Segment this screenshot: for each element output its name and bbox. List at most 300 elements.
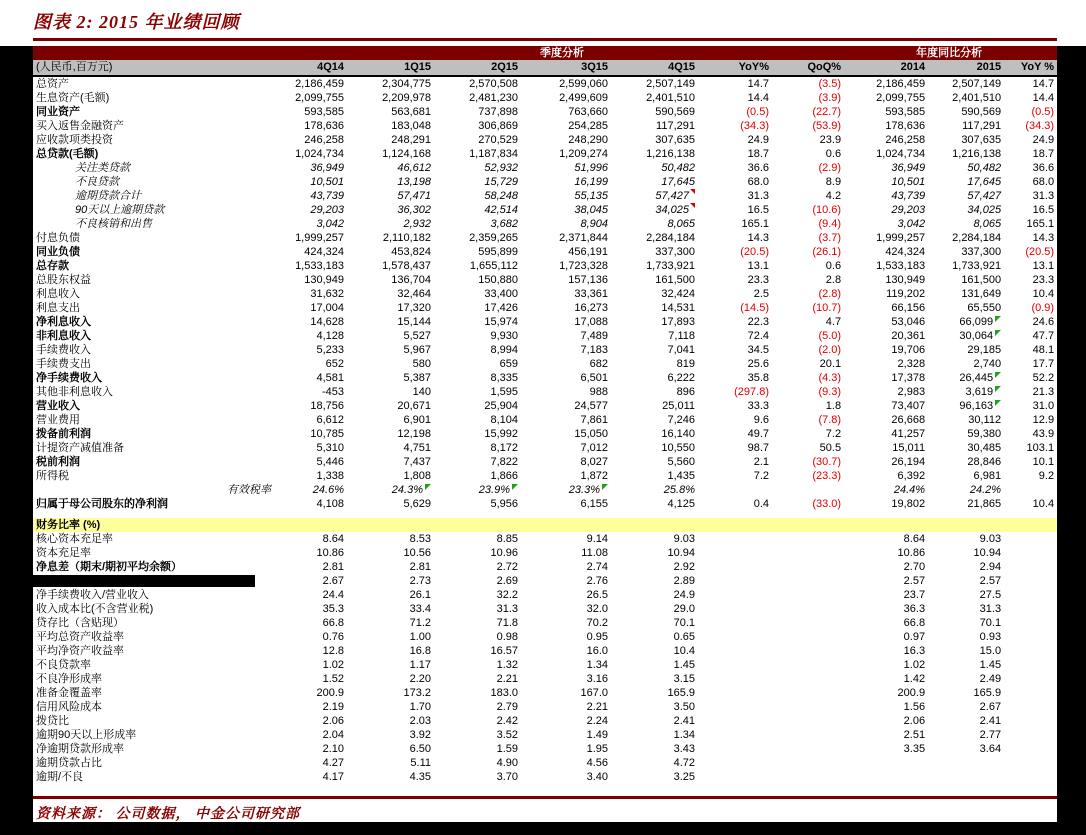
cell: 119,202: [886, 287, 926, 300]
cell: [1004, 770, 1057, 784]
cell: 8,065: [667, 217, 695, 230]
cell: 136,704: [391, 273, 431, 286]
cell: 43,739: [310, 189, 344, 202]
cell: 8,994: [490, 343, 518, 356]
table-row: [33, 413, 1057, 427]
cell: 6,501: [580, 371, 608, 384]
cell: 896: [676, 385, 695, 398]
page-margin-bottom: [0, 822, 1086, 835]
cell: 1,124,168: [382, 147, 431, 160]
cell: 1.95: [586, 742, 608, 755]
cell: 2.10: [322, 742, 344, 755]
group-header-quarterly: 季度分析: [283, 46, 844, 60]
cell: 34.5: [747, 343, 769, 356]
cell: 10.94: [667, 546, 695, 559]
cell: 3,042: [897, 217, 926, 230]
column-header: 4Q15: [611, 60, 698, 76]
row-label: 有效税率: [227, 483, 271, 496]
cell: 337,300: [961, 245, 1002, 258]
cell: [772, 658, 844, 672]
row-label: 拨备前利润: [36, 427, 91, 440]
cell: [928, 756, 1004, 770]
row-label: 计提资产减值准备: [36, 441, 124, 454]
cell: 18.7: [747, 147, 769, 160]
cell: 3,682: [490, 217, 518, 230]
cell: 24.9: [673, 588, 695, 601]
cell: 10.4: [1032, 497, 1055, 510]
row-label: 买入返售金融资产: [36, 119, 124, 132]
cell: 58,248: [484, 189, 518, 202]
cell: 7,861: [580, 413, 608, 426]
row-label: 不良贷款率: [36, 658, 91, 671]
row-label: 同业资产: [36, 105, 80, 118]
cell: (7.8): [818, 413, 842, 426]
cell: 23.3%: [521, 483, 611, 497]
cell: 20,361: [891, 329, 926, 342]
table-row: [33, 175, 1057, 189]
cell: (0.5): [1031, 105, 1055, 118]
cell: 57,427: [967, 189, 1002, 202]
cell: 26.5: [586, 588, 608, 601]
table-row: [33, 76, 1057, 91]
cell: 19,802: [891, 497, 926, 510]
cell: 157,136: [568, 273, 608, 286]
cell: 7.2: [825, 427, 842, 440]
cell: 2,499,609: [559, 91, 608, 104]
green-flag-icon: [425, 484, 431, 490]
cell: 2.04: [322, 728, 344, 741]
row-label: 不良核销和出售: [75, 217, 152, 230]
group-header-row: [33, 46, 1057, 60]
cell: 33.3: [747, 399, 769, 412]
cell: 50,482: [661, 161, 695, 174]
cell: [1004, 616, 1057, 630]
cell: 2,209,978: [382, 91, 431, 104]
row-label: 逾期贷款占比: [36, 756, 102, 769]
cell: 140: [412, 385, 431, 398]
column-header-row: [33, 60, 1057, 76]
table-row: [33, 497, 1057, 511]
cell: 4.2: [825, 189, 842, 202]
cell: 53,046: [891, 315, 926, 328]
cell: [1004, 728, 1057, 742]
cell: 2.1: [753, 455, 769, 468]
chart-title: 图表 2: 2015 年业绩回顾: [33, 12, 240, 32]
cell: 26,445: [928, 371, 1004, 385]
cell: 1,723,328: [559, 259, 608, 272]
row-label: 不良净形成率: [36, 672, 102, 685]
table-row: [33, 686, 1057, 700]
cell: 47.7: [1032, 329, 1055, 342]
cell: 29,203: [891, 203, 926, 216]
green-flag-icon: [512, 484, 518, 490]
cell: 12,198: [397, 427, 431, 440]
cell: 4,108: [316, 497, 344, 510]
cell: 14,531: [661, 301, 695, 314]
cell: [1004, 588, 1057, 602]
row-label: 关注类贷款: [75, 161, 130, 174]
cell: 3.35: [903, 742, 926, 755]
cell: [698, 483, 772, 497]
row-label: 其他非利息收入: [36, 385, 113, 398]
table-row: [33, 672, 1057, 686]
cell: 7,012: [580, 441, 608, 454]
cell: 2.72: [496, 560, 518, 573]
cell: 6,222: [667, 371, 695, 384]
cell: 2,401,510: [952, 91, 1002, 104]
cell: 4,125: [667, 497, 695, 510]
table-row: [33, 574, 1057, 588]
cell: 2.8: [825, 273, 842, 286]
row-label: 营业收入: [36, 399, 80, 412]
cell: 22.3: [747, 315, 769, 328]
cell: 4.56: [586, 756, 608, 769]
cell: 2,304,775: [382, 77, 431, 90]
cell: 52,932: [484, 161, 518, 174]
cell: 72.4: [747, 329, 769, 342]
cell: 7,489: [580, 329, 608, 342]
cell: 178,636: [304, 119, 344, 132]
cell: [698, 546, 772, 560]
cell: 10.1: [1032, 455, 1055, 468]
cell: 31.3: [979, 602, 1002, 615]
cell: [698, 714, 772, 728]
cell: [698, 700, 772, 714]
cell: 24.6%: [312, 483, 344, 496]
cell: 5,527: [403, 329, 431, 342]
cell: 150,880: [478, 273, 518, 286]
table-row: [33, 385, 1057, 399]
cell: 68.0: [1032, 175, 1055, 188]
cell: [698, 532, 772, 546]
page-margin-right: [1057, 46, 1086, 835]
cell: [772, 588, 844, 602]
cell: [772, 728, 844, 742]
cell: 17,378: [891, 371, 926, 384]
cell: [772, 644, 844, 658]
cell: 23.9%: [434, 483, 521, 497]
cell: [1004, 672, 1057, 686]
cell: 183.0: [490, 686, 518, 699]
cell: (53.9): [812, 119, 842, 132]
cell: 165.9: [973, 686, 1002, 699]
cell: (34.3): [740, 119, 769, 132]
cell: 70.1: [979, 616, 1002, 629]
cell: 5,560: [667, 455, 695, 468]
cell: 1.56: [903, 700, 926, 713]
cell: [698, 686, 772, 700]
cell: 55,135: [574, 189, 608, 202]
cell: 1,209,274: [559, 147, 608, 160]
cell: 68.0: [747, 175, 769, 188]
cell: 16.5: [1032, 203, 1055, 216]
cell: 57,471: [397, 189, 431, 202]
row-label: 90天以上逾期贷款: [75, 203, 165, 216]
cell: [772, 672, 844, 686]
cell: 659: [499, 357, 518, 370]
cell: 6,392: [897, 469, 926, 482]
table-row: [33, 602, 1057, 616]
cell: 1.34: [586, 658, 608, 671]
cell: 0.4: [753, 497, 769, 510]
cell: (33.0): [812, 497, 842, 510]
cell: 25.8%: [663, 483, 695, 496]
row-label: 非利息收入: [36, 329, 91, 342]
table-row: [33, 714, 1057, 728]
cell: 2.06: [903, 714, 926, 727]
cell: 17,893: [661, 315, 695, 328]
cell: 2.57: [903, 574, 926, 587]
table-row: [33, 560, 1057, 574]
cell: [772, 574, 844, 588]
cell: 36.3: [903, 602, 926, 615]
cell: 14.3: [1032, 231, 1055, 244]
table-row: [33, 427, 1057, 441]
cell: 70.2: [586, 616, 608, 629]
unit-label: (人民币,百万元): [33, 60, 283, 76]
cell: (2.0): [818, 343, 842, 356]
cell: 0.97: [903, 630, 926, 643]
cell: 14.4: [747, 91, 769, 104]
cell: 6,612: [316, 413, 344, 426]
row-label: 净手续费收入/营业收入: [36, 588, 150, 601]
cell: 30,064: [928, 329, 1004, 343]
cell: 117,291: [962, 119, 1002, 132]
cell: (9.4): [818, 217, 842, 230]
cell: 16.57: [490, 644, 518, 657]
cell: 73,407: [891, 399, 926, 412]
column-header: 4Q14: [283, 60, 347, 76]
cell: 2,110,182: [382, 231, 431, 244]
table-head: [33, 46, 1057, 76]
cell: 131,649: [961, 287, 1002, 300]
row-label: 不良贷款: [75, 175, 119, 188]
green-flag-icon: [995, 372, 1001, 378]
cell: 103.1: [1026, 441, 1055, 454]
cell: 1,338: [316, 469, 344, 482]
cell: 3.40: [586, 770, 608, 783]
cell: 590,569: [961, 105, 1002, 118]
cell: 1,733,921: [952, 259, 1002, 272]
cell: (23.3): [812, 469, 842, 482]
cell: 1,595: [490, 385, 518, 398]
cell: 1.52: [322, 672, 344, 685]
row-label: 同业负债: [36, 245, 80, 258]
cell: [698, 770, 772, 784]
cell: 8,335: [490, 371, 518, 384]
cell: 66.8: [322, 616, 344, 629]
cell: 17,645: [967, 175, 1002, 188]
cell: 27.5: [979, 588, 1002, 601]
table-row: [33, 756, 1057, 770]
row-label: 应收款项类投资: [36, 133, 113, 146]
cell: 14.7: [1032, 77, 1055, 90]
cell: 12.9: [1032, 413, 1055, 426]
cell: 2.20: [409, 672, 431, 685]
cell: 23.7: [903, 588, 926, 601]
cell: 43,739: [891, 189, 926, 202]
cell: 29.0: [673, 602, 695, 615]
cell: 9.6: [753, 413, 769, 426]
cell: 7,183: [580, 343, 608, 356]
table-row: [33, 469, 1057, 483]
cell: 178,636: [885, 119, 926, 132]
cell: 2.67: [322, 574, 344, 587]
cell: 24.4: [322, 588, 344, 601]
cell: 32.0: [586, 602, 608, 615]
cell: [844, 756, 928, 770]
cell: 15,729: [484, 175, 518, 188]
table-row: [33, 259, 1057, 273]
cell: 24.9: [1032, 133, 1055, 146]
cell: [1004, 714, 1057, 728]
cell: -453: [321, 385, 344, 398]
cell: 248,291: [391, 133, 431, 146]
cell: (3.5): [818, 77, 842, 90]
cell: [1004, 686, 1057, 700]
cell: 14.7: [747, 77, 769, 90]
row-label: 收入成本比(不含营业税): [36, 602, 154, 615]
cell: 2,186,459: [295, 77, 344, 90]
cell: 26,194: [891, 455, 926, 468]
table-row: [33, 371, 1057, 385]
cell: 3.92: [409, 728, 431, 741]
cell: 13.1: [747, 259, 769, 272]
cell: 200.9: [897, 686, 926, 699]
cell: [1004, 644, 1057, 658]
cell: 9.03: [673, 532, 695, 545]
cell: 2.5: [753, 287, 769, 300]
cell: (297.8): [734, 385, 769, 398]
cell: 306,869: [478, 119, 518, 132]
cell: [698, 728, 772, 742]
row-label: 税前利润: [36, 455, 80, 468]
column-header: 3Q15: [521, 60, 611, 76]
cell: 71.2: [409, 616, 431, 629]
table-row: [33, 700, 1057, 714]
cell: 117,291: [656, 119, 695, 132]
cell: [1004, 756, 1057, 770]
cell: 2.42: [496, 714, 518, 727]
cell: 71.8: [496, 616, 518, 629]
table-row: [33, 273, 1057, 287]
green-flag-icon: [995, 400, 1001, 406]
green-flag-icon: [995, 386, 1001, 392]
cell: 32,424: [661, 287, 695, 300]
cell: 23.9: [819, 133, 842, 146]
table-row: [33, 315, 1057, 329]
row-label: 信用风险成本: [36, 700, 102, 713]
cell: 165.1: [741, 217, 769, 230]
cell: [772, 770, 844, 784]
cell: 4.7: [825, 315, 842, 328]
cell: 25.6: [747, 357, 769, 370]
cell: [772, 714, 844, 728]
table-row: [33, 189, 1057, 203]
cell: (0.5): [746, 105, 769, 118]
cell: 6.50: [409, 742, 431, 755]
cell: 8.53: [409, 532, 431, 545]
cell: 2,359,265: [469, 231, 518, 244]
cell: 9.14: [586, 532, 608, 545]
cell: 5,233: [316, 343, 344, 356]
cell: 5,310: [316, 441, 344, 454]
cell: (10.7): [812, 301, 842, 314]
cell: 2.81: [322, 560, 344, 573]
cell: 30,112: [968, 413, 1002, 426]
financial-table: [33, 46, 1057, 784]
cell: 10.94: [973, 546, 1002, 559]
source-note: 资料来源： 公司数据， 中金公司研究部: [36, 807, 300, 822]
cell: 200.9: [316, 686, 344, 699]
table-row: [33, 483, 1057, 497]
cell: 1.17: [409, 658, 431, 671]
cell: [772, 546, 844, 560]
band-spacer: [33, 46, 283, 60]
cell: 4.17: [322, 770, 344, 783]
cell: 19,706: [891, 343, 926, 356]
cell: 183,048: [391, 119, 431, 132]
cell: 8.64: [903, 532, 926, 545]
cell: 8.85: [496, 532, 518, 545]
cell: 1.32: [496, 658, 518, 671]
table-row: [33, 357, 1057, 371]
cell: [698, 616, 772, 630]
cell: 246,258: [304, 133, 344, 146]
cell: 424,324: [885, 245, 926, 258]
cell: 0.6: [825, 259, 842, 272]
cell: 1,187,834: [469, 147, 518, 160]
cell: 1,533,183: [876, 259, 926, 272]
cell: 48.1: [1032, 343, 1055, 356]
cell: 2.74: [586, 560, 608, 573]
table-row: [33, 742, 1057, 756]
cell: 2.41: [673, 714, 695, 727]
row-label: 净手续费收入: [36, 371, 102, 384]
cell: 130,949: [885, 273, 926, 286]
row-label: 核心资本充足率: [36, 532, 113, 545]
cell: 2,186,459: [876, 77, 926, 90]
cell: 28,846: [967, 455, 1002, 468]
row-label: 归属于母公司股东的净利润: [36, 497, 168, 510]
cell: 1.02: [322, 658, 344, 671]
cell: 2.19: [322, 700, 344, 713]
cell: 4.72: [673, 756, 695, 769]
row-label: 净息差（期末/期初平均余额）: [36, 560, 183, 573]
cell: 456,191: [568, 245, 608, 258]
cell: 593,585: [304, 105, 344, 118]
cell: 1,808: [403, 469, 431, 482]
cell: 10.4: [673, 644, 695, 657]
cell: 2.76: [586, 574, 608, 587]
cell: 21.3: [1032, 385, 1055, 398]
cell: 3.64: [979, 742, 1002, 755]
comment-flag-icon: [690, 203, 695, 208]
cell: 15,011: [892, 441, 926, 454]
cell: 593,585: [885, 105, 926, 118]
cell: 337,300: [655, 245, 695, 258]
cell: 10,501: [310, 175, 344, 188]
row-label: 手续费支出: [36, 357, 91, 370]
cell: (3.9): [818, 91, 842, 104]
cell: 8,904: [580, 217, 608, 230]
row-label: 所得税: [36, 469, 69, 482]
cell: 2.21: [586, 700, 608, 713]
cell: 988: [589, 385, 608, 398]
comment-flag-icon: [690, 189, 695, 194]
cell: 36.6: [1032, 161, 1055, 174]
table-row: [33, 616, 1057, 630]
